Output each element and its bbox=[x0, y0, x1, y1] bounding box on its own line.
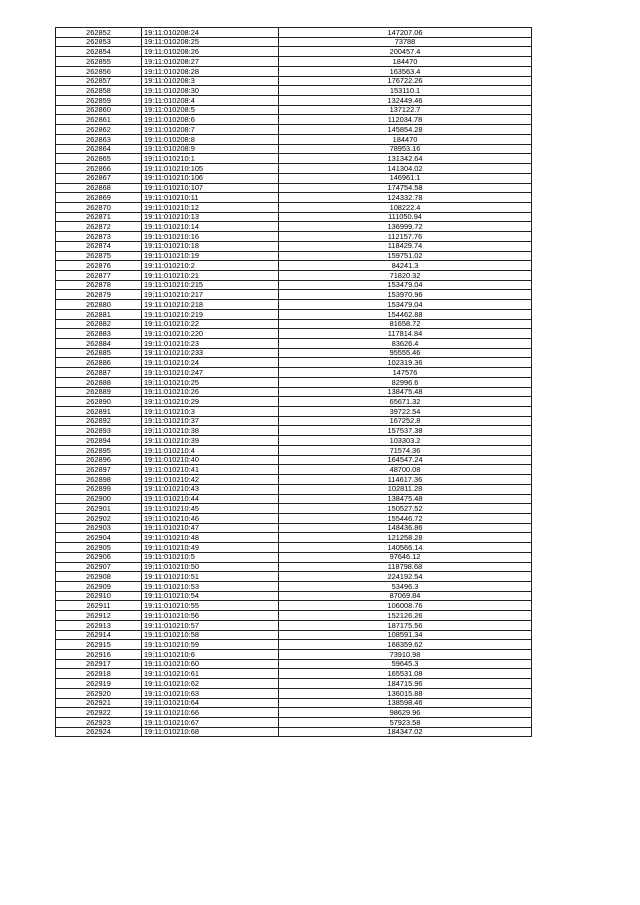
cadastral-number-cell: 19:11:010210:25 bbox=[142, 377, 279, 387]
row-number-cell: 262862 bbox=[56, 125, 142, 135]
cadastral-number-cell: 19:11:010208:6 bbox=[142, 115, 279, 125]
amount-cell: 57923.58 bbox=[279, 718, 532, 728]
table-row bbox=[56, 494, 532, 504]
table-row bbox=[56, 173, 532, 183]
cadastral-number-cell: 19:11:010208:25 bbox=[142, 37, 279, 47]
amount-cell: 200457.4 bbox=[279, 47, 532, 57]
amount-cell: 145854.28 bbox=[279, 125, 532, 135]
cadastral-number-cell: 19:11:010210:12 bbox=[142, 202, 279, 212]
amount-cell: 73788 bbox=[279, 37, 532, 47]
amount-cell: 108591.34 bbox=[279, 630, 532, 640]
table-row bbox=[56, 377, 532, 387]
cadastral-number-cell: 19:11:010208:9 bbox=[142, 144, 279, 154]
row-number-cell: 262852 bbox=[56, 28, 142, 38]
table-row bbox=[56, 222, 532, 232]
amount-cell: 136999.72 bbox=[279, 222, 532, 232]
row-number-cell: 262907 bbox=[56, 562, 142, 572]
row-number-cell: 262881 bbox=[56, 309, 142, 319]
table-row bbox=[56, 465, 532, 475]
row-number-cell: 262871 bbox=[56, 212, 142, 222]
cadastral-number-cell: 19:11:010210:19 bbox=[142, 251, 279, 261]
amount-cell: 132449.46 bbox=[279, 96, 532, 106]
cadastral-number-cell: 19:11:010210:59 bbox=[142, 640, 279, 650]
amount-cell: 102811.28 bbox=[279, 484, 532, 494]
amount-cell: 153479.04 bbox=[279, 300, 532, 310]
row-number-cell: 262899 bbox=[56, 484, 142, 494]
cadastral-number-cell: 19:11:010210:1 bbox=[142, 154, 279, 164]
amount-cell: 81658.72 bbox=[279, 319, 532, 329]
row-number-cell: 262867 bbox=[56, 173, 142, 183]
amount-cell: 87069.84 bbox=[279, 591, 532, 601]
row-number-cell: 262861 bbox=[56, 115, 142, 125]
table-row bbox=[56, 630, 532, 640]
cadastral-number-cell: 19:11:010210:5 bbox=[142, 552, 279, 562]
row-number-cell: 262870 bbox=[56, 202, 142, 212]
amount-cell: 117814.84 bbox=[279, 329, 532, 339]
row-number-cell: 262890 bbox=[56, 397, 142, 407]
row-number-cell: 262888 bbox=[56, 377, 142, 387]
table-row bbox=[56, 212, 532, 222]
amount-cell: 153110.1 bbox=[279, 86, 532, 96]
amount-cell: 146961.1 bbox=[279, 173, 532, 183]
cadastral-number-cell: 19:11:010210:48 bbox=[142, 533, 279, 543]
row-number-cell: 262858 bbox=[56, 86, 142, 96]
row-number-cell: 262916 bbox=[56, 650, 142, 660]
cadastral-number-cell: 19:11:010210:105 bbox=[142, 164, 279, 174]
amount-cell: 124332.78 bbox=[279, 193, 532, 203]
table-row bbox=[56, 251, 532, 261]
table-row bbox=[56, 76, 532, 86]
cadastral-number-cell: 19:11:010210:29 bbox=[142, 397, 279, 407]
amount-cell: 138475.48 bbox=[279, 387, 532, 397]
row-number-cell: 262883 bbox=[56, 329, 142, 339]
amount-cell: 71820.32 bbox=[279, 270, 532, 280]
cadastral-number-cell: 19:11:010210:23 bbox=[142, 339, 279, 349]
cadastral-number-cell: 19:11:010210:44 bbox=[142, 494, 279, 504]
amount-cell: 97646.12 bbox=[279, 552, 532, 562]
cadastral-number-cell: 19:11:010210:215 bbox=[142, 280, 279, 290]
cadastral-number-cell: 19:11:010210:233 bbox=[142, 348, 279, 358]
amount-cell: 140566.14 bbox=[279, 543, 532, 553]
table-row bbox=[56, 679, 532, 689]
cadastral-number-cell: 19:11:010210:54 bbox=[142, 591, 279, 601]
amount-cell: 224192.54 bbox=[279, 572, 532, 582]
table-row bbox=[56, 513, 532, 523]
amount-cell: 137122.7 bbox=[279, 105, 532, 115]
row-number-cell: 262906 bbox=[56, 552, 142, 562]
amount-cell: 154462.88 bbox=[279, 309, 532, 319]
cadastral-number-cell: 19:11:010210:38 bbox=[142, 426, 279, 436]
cadastral-number-cell: 19:11:010210:46 bbox=[142, 513, 279, 523]
amount-cell: 73910.98 bbox=[279, 650, 532, 660]
table-row bbox=[56, 261, 532, 271]
row-number-cell: 262913 bbox=[56, 620, 142, 630]
amount-cell: 103303.2 bbox=[279, 436, 532, 446]
amount-cell: 48700.08 bbox=[279, 465, 532, 475]
amount-cell: 152126.26 bbox=[279, 611, 532, 621]
amount-cell: 106008.76 bbox=[279, 601, 532, 611]
cadastral-number-cell: 19:11:010210:66 bbox=[142, 708, 279, 718]
data-table bbox=[55, 27, 532, 737]
amount-cell: 138598.46 bbox=[279, 698, 532, 708]
cadastral-number-cell: 19:11:010210:16 bbox=[142, 232, 279, 242]
row-number-cell: 262909 bbox=[56, 581, 142, 591]
cadastral-number-cell: 19:11:010210:50 bbox=[142, 562, 279, 572]
cadastral-number-cell: 19:11:010210:4 bbox=[142, 445, 279, 455]
table-row bbox=[56, 66, 532, 76]
row-number-cell: 262863 bbox=[56, 134, 142, 144]
cadastral-number-cell: 19:11:010208:26 bbox=[142, 47, 279, 57]
row-number-cell: 262903 bbox=[56, 523, 142, 533]
row-number-cell: 262874 bbox=[56, 241, 142, 251]
amount-cell: 136015.88 bbox=[279, 688, 532, 698]
table-row bbox=[56, 591, 532, 601]
amount-cell: 138475.48 bbox=[279, 494, 532, 504]
table-row bbox=[56, 368, 532, 378]
cadastral-number-cell: 19:11:010210:11 bbox=[142, 193, 279, 203]
row-number-cell: 262901 bbox=[56, 504, 142, 514]
amount-cell: 83626.4 bbox=[279, 339, 532, 349]
table-row bbox=[56, 86, 532, 96]
row-number-cell: 262857 bbox=[56, 76, 142, 86]
row-number-cell: 262856 bbox=[56, 66, 142, 76]
amount-cell: 153970.96 bbox=[279, 290, 532, 300]
amount-cell: 163563.4 bbox=[279, 66, 532, 76]
amount-cell: 155446.72 bbox=[279, 513, 532, 523]
cadastral-number-cell: 19:11:010210:21 bbox=[142, 270, 279, 280]
table-row bbox=[56, 688, 532, 698]
amount-cell: 118798.68 bbox=[279, 562, 532, 572]
cadastral-number-cell: 19:11:010210:42 bbox=[142, 475, 279, 485]
row-number-cell: 262853 bbox=[56, 37, 142, 47]
cadastral-number-cell: 19:11:010208:7 bbox=[142, 125, 279, 135]
cadastral-number-cell: 19:11:010210:63 bbox=[142, 688, 279, 698]
row-number-cell: 262918 bbox=[56, 669, 142, 679]
table-row bbox=[56, 416, 532, 426]
cadastral-number-cell: 19:11:010210:39 bbox=[142, 436, 279, 446]
table-row bbox=[56, 290, 532, 300]
row-number-cell: 262896 bbox=[56, 455, 142, 465]
cadastral-number-cell: 19:11:010210:2 bbox=[142, 261, 279, 271]
cadastral-number-cell: 19:11:010210:26 bbox=[142, 387, 279, 397]
table-row bbox=[56, 154, 532, 164]
row-number-cell: 262920 bbox=[56, 688, 142, 698]
table-row bbox=[56, 407, 532, 417]
table-row bbox=[56, 232, 532, 242]
amount-cell: 112157.76 bbox=[279, 232, 532, 242]
cadastral-number-cell: 19:11:010210:45 bbox=[142, 504, 279, 514]
table-row bbox=[56, 562, 532, 572]
row-number-cell: 262882 bbox=[56, 319, 142, 329]
cadastral-number-cell: 19:11:010210:14 bbox=[142, 222, 279, 232]
table-row bbox=[56, 475, 532, 485]
table-row bbox=[56, 96, 532, 106]
table-row bbox=[56, 115, 532, 125]
amount-cell: 147207.06 bbox=[279, 28, 532, 38]
amount-cell: 167252.8 bbox=[279, 416, 532, 426]
cadastral-number-cell: 19:11:010208:27 bbox=[142, 57, 279, 67]
row-number-cell: 262873 bbox=[56, 232, 142, 242]
table-row bbox=[56, 445, 532, 455]
cadastral-number-cell: 19:11:010208:8 bbox=[142, 134, 279, 144]
table-row bbox=[56, 348, 532, 358]
amount-cell: 164547.24 bbox=[279, 455, 532, 465]
cadastral-number-cell: 19:11:010210:64 bbox=[142, 698, 279, 708]
table-row bbox=[56, 397, 532, 407]
row-number-cell: 262905 bbox=[56, 543, 142, 553]
table-row bbox=[56, 611, 532, 621]
table-row bbox=[56, 455, 532, 465]
table-row bbox=[56, 601, 532, 611]
amount-cell: 131342.64 bbox=[279, 154, 532, 164]
table-row bbox=[56, 669, 532, 679]
cadastral-number-cell: 19:11:010210:107 bbox=[142, 183, 279, 193]
cadastral-number-cell: 19:11:010210:61 bbox=[142, 669, 279, 679]
amount-cell: 159751.02 bbox=[279, 251, 532, 261]
amount-cell: 176722.26 bbox=[279, 76, 532, 86]
amount-cell: 39722.54 bbox=[279, 407, 532, 417]
cadastral-number-cell: 19:11:010210:219 bbox=[142, 309, 279, 319]
row-number-cell: 262922 bbox=[56, 708, 142, 718]
amount-cell: 165531.08 bbox=[279, 669, 532, 679]
cadastral-number-cell: 19:11:010210:18 bbox=[142, 241, 279, 251]
table-row bbox=[56, 47, 532, 57]
table-row bbox=[56, 329, 532, 339]
table-row bbox=[56, 241, 532, 251]
row-number-cell: 262893 bbox=[56, 426, 142, 436]
cadastral-number-cell: 19:11:010210:247 bbox=[142, 368, 279, 378]
cadastral-number-cell: 19:11:010210:68 bbox=[142, 727, 279, 737]
table-row bbox=[56, 339, 532, 349]
row-number-cell: 262872 bbox=[56, 222, 142, 232]
amount-cell: 121258.28 bbox=[279, 533, 532, 543]
cadastral-number-cell: 19:11:010210:58 bbox=[142, 630, 279, 640]
table-row bbox=[56, 620, 532, 630]
table-row bbox=[56, 698, 532, 708]
cadastral-number-cell: 19:11:010210:55 bbox=[142, 601, 279, 611]
row-number-cell: 262924 bbox=[56, 727, 142, 737]
amount-cell: 174754.58 bbox=[279, 183, 532, 193]
row-number-cell: 262923 bbox=[56, 718, 142, 728]
table-row bbox=[56, 125, 532, 135]
amount-cell: 184715.96 bbox=[279, 679, 532, 689]
amount-cell: 184470 bbox=[279, 57, 532, 67]
row-number-cell: 262892 bbox=[56, 416, 142, 426]
amount-cell: 157537.38 bbox=[279, 426, 532, 436]
amount-cell: 112034.78 bbox=[279, 115, 532, 125]
row-number-cell: 262914 bbox=[56, 630, 142, 640]
table-row bbox=[56, 105, 532, 115]
cadastral-number-cell: 19:11:010210:60 bbox=[142, 659, 279, 669]
table-row bbox=[56, 523, 532, 533]
cadastral-number-cell: 19:11:010210:22 bbox=[142, 319, 279, 329]
row-number-cell: 262919 bbox=[56, 679, 142, 689]
amount-cell: 168359.62 bbox=[279, 640, 532, 650]
cadastral-number-cell: 19:11:010208:28 bbox=[142, 66, 279, 76]
table-row bbox=[56, 650, 532, 660]
cadastral-number-cell: 19:11:010208:5 bbox=[142, 105, 279, 115]
table-row bbox=[56, 270, 532, 280]
cadastral-number-cell: 19:11:010210:13 bbox=[142, 212, 279, 222]
cadastral-number-cell: 19:11:010210:40 bbox=[142, 455, 279, 465]
row-number-cell: 262876 bbox=[56, 261, 142, 271]
table-row bbox=[56, 426, 532, 436]
row-number-cell: 262887 bbox=[56, 368, 142, 378]
cadastral-number-cell: 19:11:010210:6 bbox=[142, 650, 279, 660]
table-row bbox=[56, 504, 532, 514]
cadastral-number-cell: 19:11:010210:67 bbox=[142, 718, 279, 728]
cadastral-number-cell: 19:11:010208:24 bbox=[142, 28, 279, 38]
row-number-cell: 262860 bbox=[56, 105, 142, 115]
amount-cell: 147576 bbox=[279, 368, 532, 378]
cadastral-number-cell: 19:11:010210:37 bbox=[142, 416, 279, 426]
row-number-cell: 262879 bbox=[56, 290, 142, 300]
table-row bbox=[56, 484, 532, 494]
table-row bbox=[56, 543, 532, 553]
row-number-cell: 262866 bbox=[56, 164, 142, 174]
amount-cell: 111050.94 bbox=[279, 212, 532, 222]
cadastral-number-cell: 19:11:010210:41 bbox=[142, 465, 279, 475]
cadastral-number-cell: 19:11:010210:3 bbox=[142, 407, 279, 417]
row-number-cell: 262877 bbox=[56, 270, 142, 280]
table-row bbox=[56, 183, 532, 193]
table-row bbox=[56, 718, 532, 728]
table-row bbox=[56, 309, 532, 319]
amount-cell: 108222.4 bbox=[279, 202, 532, 212]
cadastral-number-cell: 19:11:010210:43 bbox=[142, 484, 279, 494]
row-number-cell: 262897 bbox=[56, 465, 142, 475]
cadastral-number-cell: 19:11:010210:47 bbox=[142, 523, 279, 533]
table-row bbox=[56, 280, 532, 290]
table-row bbox=[56, 708, 532, 718]
cadastral-number-cell: 19:11:010210:53 bbox=[142, 581, 279, 591]
cadastral-number-cell: 19:11:010210:217 bbox=[142, 290, 279, 300]
cadastral-number-cell: 19:11:010210:51 bbox=[142, 572, 279, 582]
row-number-cell: 262898 bbox=[56, 475, 142, 485]
table-row bbox=[56, 552, 532, 562]
row-number-cell: 262878 bbox=[56, 280, 142, 290]
row-number-cell: 262865 bbox=[56, 154, 142, 164]
row-number-cell: 262904 bbox=[56, 533, 142, 543]
row-number-cell: 262855 bbox=[56, 57, 142, 67]
cadastral-number-cell: 19:11:010208:4 bbox=[142, 96, 279, 106]
row-number-cell: 262895 bbox=[56, 445, 142, 455]
amount-cell: 95555.46 bbox=[279, 348, 532, 358]
table-row bbox=[56, 533, 532, 543]
row-number-cell: 262921 bbox=[56, 698, 142, 708]
table-row bbox=[56, 28, 532, 38]
table-row bbox=[56, 57, 532, 67]
row-number-cell: 262854 bbox=[56, 47, 142, 57]
cadastral-number-cell: 19:11:010210:218 bbox=[142, 300, 279, 310]
row-number-cell: 262885 bbox=[56, 348, 142, 358]
table-body bbox=[56, 28, 532, 737]
amount-cell: 153479.04 bbox=[279, 280, 532, 290]
cadastral-number-cell: 19:11:010210:56 bbox=[142, 611, 279, 621]
table-row bbox=[56, 387, 532, 397]
table-row bbox=[56, 581, 532, 591]
amount-cell: 98629.96 bbox=[279, 708, 532, 718]
table-row bbox=[56, 572, 532, 582]
amount-cell: 150527.52 bbox=[279, 504, 532, 514]
table-row bbox=[56, 300, 532, 310]
row-number-cell: 262891 bbox=[56, 407, 142, 417]
table-row bbox=[56, 358, 532, 368]
cadastral-number-cell: 19:11:010210:106 bbox=[142, 173, 279, 183]
row-number-cell: 262910 bbox=[56, 591, 142, 601]
table-row bbox=[56, 144, 532, 154]
table-row bbox=[56, 319, 532, 329]
row-number-cell: 262902 bbox=[56, 513, 142, 523]
amount-cell: 71574.36 bbox=[279, 445, 532, 455]
row-number-cell: 262869 bbox=[56, 193, 142, 203]
table-row bbox=[56, 134, 532, 144]
amount-cell: 114617.36 bbox=[279, 475, 532, 485]
cadastral-number-cell: 19:11:010210:57 bbox=[142, 620, 279, 630]
cadastral-number-cell: 19:11:010208:30 bbox=[142, 86, 279, 96]
table-row bbox=[56, 202, 532, 212]
table-row bbox=[56, 164, 532, 174]
cadastral-number-cell: 19:11:010210:49 bbox=[142, 543, 279, 553]
amount-cell: 53496.3 bbox=[279, 581, 532, 591]
amount-cell: 118429.74 bbox=[279, 241, 532, 251]
cadastral-number-cell: 19:11:010210:24 bbox=[142, 358, 279, 368]
amount-cell: 141304.02 bbox=[279, 164, 532, 174]
row-number-cell: 262868 bbox=[56, 183, 142, 193]
amount-cell: 184470 bbox=[279, 134, 532, 144]
row-number-cell: 262915 bbox=[56, 640, 142, 650]
cadastral-number-cell: 19:11:010210:220 bbox=[142, 329, 279, 339]
row-number-cell: 262875 bbox=[56, 251, 142, 261]
table-row bbox=[56, 640, 532, 650]
amount-cell: 78953.16 bbox=[279, 144, 532, 154]
row-number-cell: 262880 bbox=[56, 300, 142, 310]
table-row bbox=[56, 193, 532, 203]
row-number-cell: 262908 bbox=[56, 572, 142, 582]
amount-cell: 84241.3 bbox=[279, 261, 532, 271]
row-number-cell: 262864 bbox=[56, 144, 142, 154]
row-number-cell: 262912 bbox=[56, 611, 142, 621]
amount-cell: 184347.02 bbox=[279, 727, 532, 737]
table-row bbox=[56, 727, 532, 737]
amount-cell: 65671.32 bbox=[279, 397, 532, 407]
row-number-cell: 262917 bbox=[56, 659, 142, 669]
amount-cell: 82996.6 bbox=[279, 377, 532, 387]
row-number-cell: 262886 bbox=[56, 358, 142, 368]
row-number-cell: 262894 bbox=[56, 436, 142, 446]
row-number-cell: 262900 bbox=[56, 494, 142, 504]
table-row bbox=[56, 659, 532, 669]
row-number-cell: 262859 bbox=[56, 96, 142, 106]
amount-cell: 59645.3 bbox=[279, 659, 532, 669]
table-row bbox=[56, 37, 532, 47]
amount-cell: 187175.56 bbox=[279, 620, 532, 630]
amount-cell: 102319.36 bbox=[279, 358, 532, 368]
row-number-cell: 262884 bbox=[56, 339, 142, 349]
cadastral-number-cell: 19:11:010208:3 bbox=[142, 76, 279, 86]
amount-cell: 148436.86 bbox=[279, 523, 532, 533]
row-number-cell: 262911 bbox=[56, 601, 142, 611]
cadastral-number-cell: 19:11:010210:62 bbox=[142, 679, 279, 689]
row-number-cell: 262889 bbox=[56, 387, 142, 397]
table-row bbox=[56, 436, 532, 446]
